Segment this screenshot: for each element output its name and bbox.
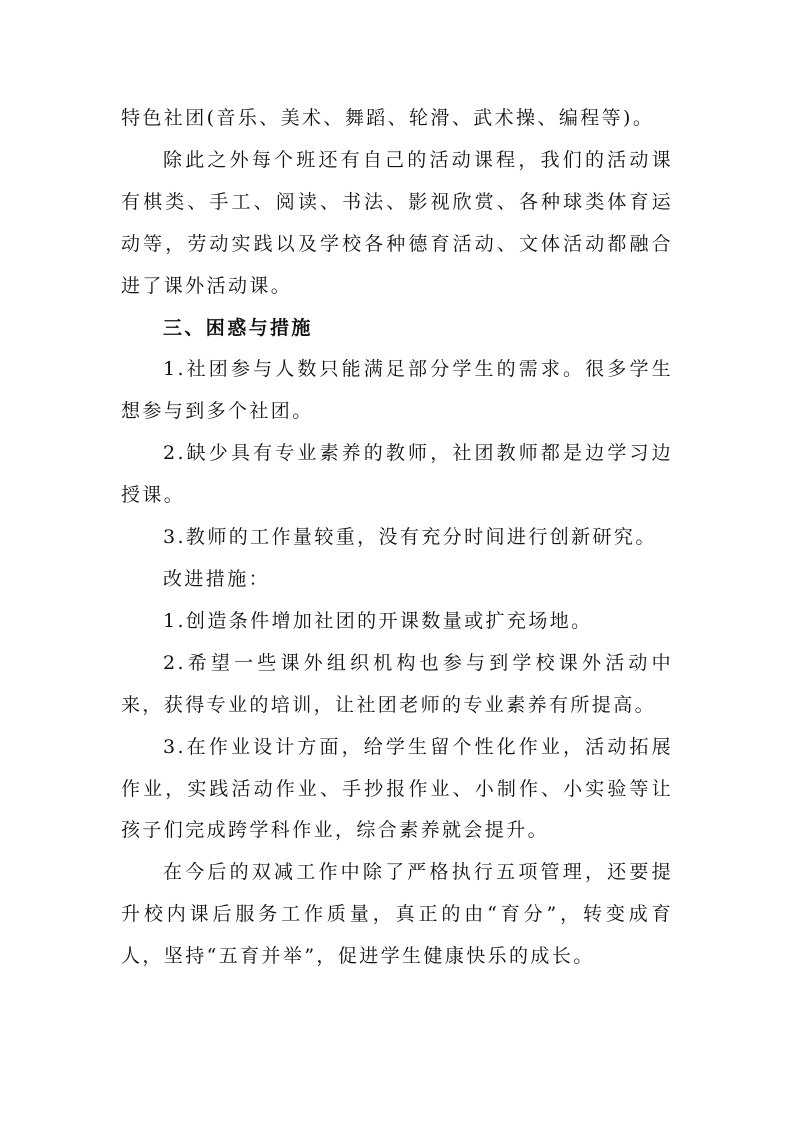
- problem-item-1: 1.社团参与人数只能满足部分学生的需求。很多学生想参与到多个社团。: [121, 358, 673, 423]
- measure-item-1: 1.创造条件增加社团的开课数量或扩充场地。: [163, 609, 593, 632]
- document-body: [121, 98, 673, 978]
- paragraph-club-list-continuation: 特色社团(音乐、美术、舞蹈、轮滑、武术操、编程等)。: [121, 107, 655, 129]
- problem-item-3: 3.教师的工作量较重，没有充分时间进行创新研究。: [163, 526, 657, 549]
- paragraph-class-activities: 除此之外每个班还有自己的活动课程，我们的活动课有棋类、手工、阅读、书法、影视欣赏、各种球类体育运动等，劳动实践以及学校各种德育活动、文体活动都融合进了课外活动课。: [121, 148, 673, 297]
- measure-item-3: 3.在作业设计方面，给学生留个性化作业，活动拓展作业，实践活动作业、手抄报作业、小制作、小实验等让孩子们完成跨学科作业，综合素养就会提升。: [121, 735, 673, 842]
- section-heading-problems-measures: 三、困惑与措施: [163, 316, 313, 339]
- paragraph-conclusion: 在今后的双减工作中除了严格执行五项管理，还要提升校内课后服务工作质量，真正的由“育分”，转变成育人，坚持“五育并举”，促进学生健康快乐的成长。: [121, 861, 673, 968]
- problem-item-2: 2.缺少具有专业素养的教师，社团教师都是边学习边授课。: [121, 442, 673, 507]
- improvement-measures-label: 改进措施：: [163, 567, 271, 590]
- measure-item-2: 2.希望一些课外组织机构也参与到学校课外活动中来，获得专业的培训，让社团老师的专业素养有所提高。: [121, 651, 673, 716]
